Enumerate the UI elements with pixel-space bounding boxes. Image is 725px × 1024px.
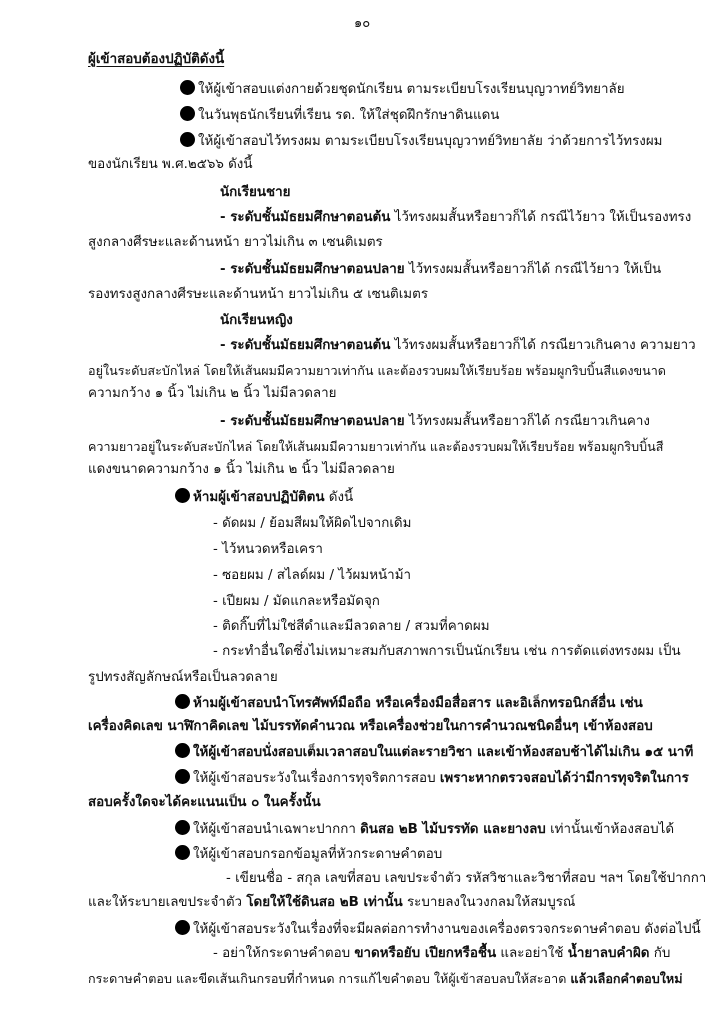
girls-lower-cont-2: ความกว้าง ๑ นิ้ว ไม่เกิน ๒ นิ้ว ไม่มีลวดลาย [88, 386, 337, 401]
section-heading: ผู้เข้าสอบต้องปฏิบัติดังนี้ [88, 52, 225, 67]
prohibit-tail: ดังนี้ [324, 490, 354, 505]
rule-phone [175, 694, 643, 714]
fill-text: และให้ระบายเลขประจำตัว [88, 895, 247, 910]
prohibit-item: - กระทำอื่นใดซึ่งไม่เหมาะสมกับสภาพการเป็นนักเรียน เช่น การตัดแต่งทรงผม เป็น [213, 644, 681, 659]
bullet-icon [175, 769, 190, 784]
prohibit-item: - เปียผม / มัดแกละหรือมัดจุก [213, 594, 380, 609]
rule-answer-sheet [175, 920, 701, 940]
girls-upper-cont-1: ความยาวอยู่ในระดับสะบักไหล่ โดยให้เส้นผมมีความยาวเท่ากัน และต้องรวบผมให้เรียบร้อย พร้อมผูกริบบิ้นสี [88, 439, 664, 454]
rule-wednesday [180, 106, 499, 126]
prohibit-item: - ไว้หนวดหรือเครา [213, 542, 323, 557]
rule-time [175, 743, 693, 763]
rule-text: ในวันพุธนักเรียนที่เรียน รด. ให้ใส่ชุดฝึกรักษาดินแดน [198, 108, 500, 123]
rule-text: ห้ามผู้เข้าสอบนำโทรศัพท์มือถือ หรือเครื่องมือสื่อสาร และอิเล็กทรอนิกส์อื่น เช่น [193, 696, 643, 711]
rule-phone-cont: เครื่องคิดเลข นาฬิกาคิดเลข ไม้บรรทัดคำนวณ หรือเครื่องช่วยในการคำนวณชนิดอื่นๆ เข้าห้องสอบ [88, 719, 653, 734]
prohibit-item: - ติดกิ๊บที่ไม่ใช่สีดำและมีลวดลาย / สวมที่คาดผม [213, 619, 490, 634]
girls-lower-cont-1: อยู่ในระดับสะบักไหล่ โดยให้เส้นผมมีความยาวเท่ากัน และต้องรวบผมให้เรียบร้อย พร้อมผูกริบบิ้นสีแดงขนาด [88, 363, 666, 378]
rule-text: ให้ผู้เข้าสอบระวังในเรื่องที่จะมีผลต่อการทำงานของเครื่องตรวจกระดาษคำตอบ ดังต่อไปนี้ [193, 922, 701, 937]
sheet-detail-cont [88, 969, 683, 989]
rule-cheating-cont: สอบครั้งใดจะได้คะแนนเป็น ๐ ในครั้งนั้น [88, 795, 321, 810]
rule-cheating [175, 769, 689, 789]
fill-text: ระบายลงในวงกลมให้สมบูรณ์ [402, 895, 576, 910]
page-number: ๑๐ [354, 16, 371, 31]
level-label: - ระดับชั้นมัธยมศึกษาตอนปลาย [220, 262, 405, 277]
boys-lower-cont: สูงกลางศีรษะและด้านหน้า ยาวไม่เกิน ๓ เซนติเมตร [88, 235, 383, 250]
rule-text: ให้ผู้เข้าสอบไว้ทรงผม ตามระเบียบโรงเรียนบุญวาทย์วิทยาลัย ว่าด้วยการไว้ทรงผม [198, 134, 663, 149]
bullet-icon [175, 743, 190, 758]
bullet-icon [175, 920, 190, 935]
level-text: ไว้ทรงผมสั้นหรือยาวก็ได้ กรณียาวเกินคาง ความยาว [390, 338, 696, 353]
sheet-text: กระดาษคำตอบ และขีดเส้นเกินกรอบที่กำหนด การแก้ไขคำตอบ ให้ผู้เข้าสอบลบให้สะอาด [88, 971, 571, 986]
rule-fill-header [175, 845, 442, 865]
bullet-icon [175, 845, 190, 860]
bullet-icon [175, 820, 190, 835]
level-label: - ระดับชั้นมัธยมศึกษาตอนต้น [220, 338, 391, 353]
bullet-icon [175, 488, 190, 503]
sheet-text: และอย่าใช้ [496, 946, 568, 961]
rule-hairstyle [180, 132, 663, 152]
boys-heading: นักเรียนชาย [220, 185, 291, 200]
rule-uniform [180, 80, 625, 100]
rule-emphasis: ดินสอ ๒B ไม้บรรทัด และยางลบ [360, 822, 546, 837]
fill-detail: - เขียนชื่อ - สกุล เลขที่สอบ เลขประจำตัว รหัสวิชาและวิชาที่สอบ ฯลฯ โดยใช้ปากกา [226, 871, 707, 886]
bullet-icon [180, 80, 195, 95]
girls-heading: นักเรียนหญิง [220, 313, 293, 328]
rule-text: เท่านั้นเข้าห้องสอบได้ [545, 822, 675, 837]
prohibit-item: - ดัดผม / ย้อมสีผมให้ผิดไปจากเดิม [213, 516, 412, 531]
rule-text: ให้ผู้เข้าสอบนั่งสอบเต็มเวลาสอบในแต่ละรายวิชา และเข้าห้องสอบช้าได้ไม่เกิน ๑๕ นาที [193, 745, 694, 760]
prohibit-item: - ซอยผม / สไลด์ผม / ไว้ผมหน้าม้า [213, 568, 412, 583]
sheet-text: กับ [649, 946, 671, 961]
level-text: ไว้ทรงผมสั้นหรือยาวก็ได้ กรณีไว้ยาว ให้เป็นรองทรง [390, 210, 692, 225]
level-label: - ระดับชั้นมัธยมศึกษาตอนต้น [220, 210, 391, 225]
sheet-emphasis: น้ำยาลบคำผิด [567, 946, 650, 961]
bullet-icon [180, 132, 195, 147]
sheet-text: - อย่าให้กระดาษคำตอบ [213, 946, 355, 961]
rule-emphasis: เพราะหากตรวจสอบได้ว่ามีการทุจริตในการ [439, 771, 689, 786]
boys-lower-secondary [220, 208, 691, 228]
bullet-icon [175, 694, 190, 709]
bullet-icon [180, 106, 195, 121]
rule-hairstyle-cont: ของนักเรียน พ.ศ.๒๕๖๖ ดังนี้ [88, 157, 253, 172]
sheet-emphasis: แล้วเลือกคำตอบใหม่ [570, 971, 683, 986]
rule-text: ให้ผู้เข้าสอบกรอกข้อมูลที่หัวกระดาษคำตอบ [193, 847, 443, 862]
fill-detail-cont [88, 893, 575, 913]
prohibit-cont: รูปทรงสัญลักษณ์หรือเป็นลวดลาย [88, 670, 278, 685]
sheet-detail [213, 944, 670, 964]
girls-upper-secondary [220, 412, 650, 432]
level-label: - ระดับชั้นมัธยมศึกษาตอนปลาย [220, 414, 405, 429]
rule-equipment [175, 820, 674, 840]
prohibit-label: ห้ามผู้เข้าสอบปฏิบัติตน [193, 490, 325, 505]
boys-upper-secondary [220, 260, 661, 280]
rule-text: ให้ผู้เข้าสอบระวังในเรื่องการทุจริตการสอบ [193, 771, 440, 786]
rule-text: ให้ผู้เข้าสอบนำเฉพาะปากกา [193, 822, 361, 837]
boys-upper-cont: รองทรงสูงกลางศีรษะและด้านหน้า ยาวไม่เกิน ๕ เซนติเมตร [88, 287, 429, 302]
rule-text: ให้ผู้เข้าสอบแต่งกายด้วยชุดนักเรียน ตามระเบียบโรงเรียนบุญวาทย์วิทยาลัย [198, 82, 625, 97]
fill-emphasis: โดยให้ใช้ดินสอ ๒B เท่านั้น [246, 895, 403, 910]
level-text: ไว้ทรงผมสั้นหรือยาวก็ได้ กรณีไว้ยาว ให้เป็น [404, 262, 662, 277]
sheet-emphasis: ขาดหรือยับ เปียกหรือชื้น [354, 946, 497, 961]
level-text: ไว้ทรงผมสั้นหรือยาวก็ได้ กรณียาวเกินคาง [404, 414, 650, 429]
girls-lower-secondary [220, 336, 696, 356]
prohibit-heading [175, 488, 353, 508]
girls-upper-cont-2: แดงขนาดความกว้าง ๑ นิ้ว ไม่เกิน ๒ นิ้ว ไม่มีลวดลาย [88, 462, 395, 477]
